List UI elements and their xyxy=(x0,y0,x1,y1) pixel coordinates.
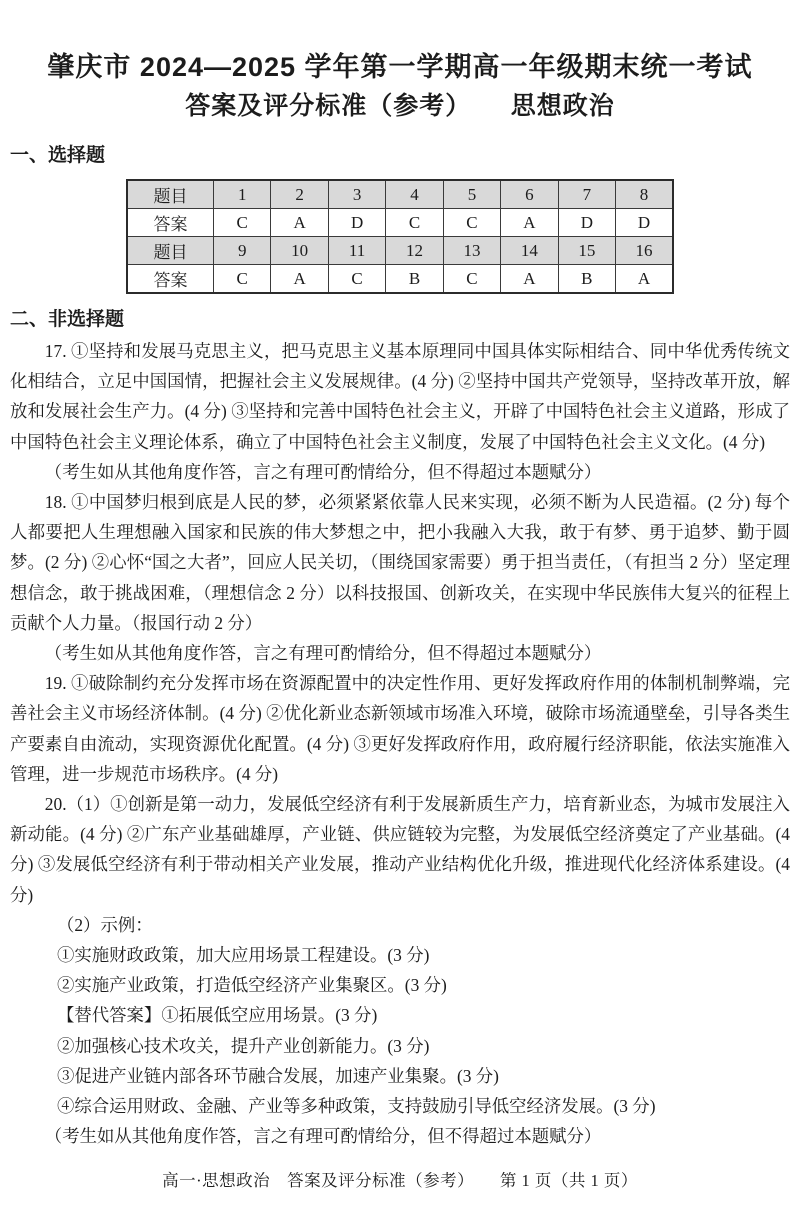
answer-paragraph: 18. ①中国梦归根到底是人民的梦，必须紧紧依靠人民来实现，必须不断为人民造福。(2 分) 每个人都要把人生理想融入国家和民族的伟大梦想之中，把小我融入大我，敢于有梦、勇于追梦、勤于圆梦。(2 分) ②心怀“国之大者”，回应人民关切，（围绕国家需要）勇于担当责任，（有担当 2 分）坚定理想信念，敢于挑战困难，（理想信念 2 分）以科技报国、创新攻关，在实现中华民族伟大复兴的征程上贡献个人力量。（报国行动 2 分） xyxy=(10,492,790,633)
answer-paragraph: ②加强核心技术攻关，提升产业创新能力。(3 分) xyxy=(56,1035,430,1056)
answer-letter-cell: A xyxy=(271,265,328,294)
answer-letter-cell: C xyxy=(443,265,500,294)
answer-letter-cell: D xyxy=(328,209,385,237)
answer-letter-cell: C xyxy=(443,209,500,237)
answer-letter-cell: C xyxy=(328,265,385,294)
answer-paragraph: （考生如从其他角度作答，言之有理可酌情给分，但不得超过本题赋分） xyxy=(44,461,602,482)
question-number-cell: 8 xyxy=(616,180,673,209)
answer-letter-cell: C xyxy=(214,265,271,294)
answer-paragraph: 【替代答案】①拓展低空应用场景。(3 分) xyxy=(56,1005,378,1026)
answer-letter-cell: B xyxy=(558,265,615,294)
row-label-cell: 题目 xyxy=(127,237,214,265)
document-title-line2: 答案及评分标准（参考） 思想政治 xyxy=(185,92,615,120)
question-number-cell: 9 xyxy=(214,237,271,265)
answer-letter-cell: A xyxy=(501,209,558,237)
document-title-line1: 肇庆市 2024—2025 学年第一学期高一年级期末统一考试 xyxy=(47,52,753,82)
section-choice-heading: 一、选择题 xyxy=(10,145,106,166)
answer-letter-cell: B xyxy=(386,265,443,294)
question-number-cell: 3 xyxy=(328,180,385,209)
question-number-cell: 6 xyxy=(501,180,558,209)
answer-paragraph: 19. ①破除制约充分发挥市场在资源配置中的决定性作用、更好发挥政府作用的体制机制弊端，完善社会主义市场经济体制。(4 分) ②优化新业态新领域市场准入环境，破除市场流通壁垒，引导各类生产要素自由流动，实现资源优化配置。(4 分) ③更好发挥政府作用，政府履行经济职能，依法实施准入管理，进一步规范市场秩序。(4 分) xyxy=(10,673,790,784)
question-number-cell: 11 xyxy=(328,237,385,265)
question-number-cell: 12 xyxy=(386,237,443,265)
section-free-response-heading: 二、非选择题 xyxy=(10,309,125,330)
question-number-cell: 7 xyxy=(558,180,615,209)
answer-paragraph: ②实施产业政策，打造低空经济产业集聚区。(3 分) xyxy=(56,975,447,996)
question-number-cell: 13 xyxy=(443,237,500,265)
row-label-cell: 答案 xyxy=(127,265,214,294)
answer-letter-cell: A xyxy=(616,265,673,294)
answer-letter-cell: C xyxy=(214,209,271,237)
answer-letter-cell: A xyxy=(501,265,558,294)
free-response-answers xyxy=(0,336,800,1151)
table-row xyxy=(127,237,673,265)
answer-paragraph: ③促进产业链内部各环节融合发展，加速产业集聚。(3 分) xyxy=(56,1065,499,1086)
table-row xyxy=(127,209,673,237)
row-label-cell: 题目 xyxy=(127,180,214,209)
answer-letter-cell: C xyxy=(386,209,443,237)
question-number-cell: 5 xyxy=(443,180,500,209)
question-number-cell: 4 xyxy=(386,180,443,209)
question-number-cell: 15 xyxy=(558,237,615,265)
answer-paragraph: （考生如从其他角度作答，言之有理可酌情给分，但不得超过本题赋分） xyxy=(44,1126,602,1147)
answer-paragraph: 17. ①坚持和发展马克思主义，把马克思主义基本原理同中国具体实际相结合、同中华优秀传统文化相结合，立足中国国情，把握社会主义发展规律。(4 分) ②坚持中国共产党领导，坚持改革开放，解放和发展社会生产力。(4 分) ③坚持和完善中国特色社会主义，开辟了中国特色社会主义道路，形成了中国特色社会主义理论体系，确立了中国特色社会主义制度，发展了中国特色社会主义文化。(4 分) xyxy=(10,341,790,452)
row-label-cell: 答案 xyxy=(127,209,214,237)
answer-key-table xyxy=(126,179,674,294)
question-number-cell: 14 xyxy=(501,237,558,265)
question-number-cell: 1 xyxy=(214,180,271,209)
answer-paragraph: 20.（1）①创新是第一动力，发展低空经济有利于发展新质生产力，培育新业态，为城市发展注入新动能。(4 分) ②广东产业基础雄厚，产业链、供应链较为完整，为发展低空经济奠定了产业基础。(4 分) ③发展低空经济有利于带动相关产业发展，推动产业结构优化升级，推进现代化经济体系建设。(4 分) xyxy=(10,794,790,905)
answer-paragraph: ①实施财政政策，加大应用场景工程建设。(3 分) xyxy=(56,945,430,966)
answer-paragraph: ④综合运用财政、金融、产业等多种政策，支持鼓励引导低空经济发展。(3 分) xyxy=(56,1096,656,1117)
question-number-cell: 16 xyxy=(616,237,673,265)
answer-letter-cell: D xyxy=(616,209,673,237)
answer-table-body xyxy=(127,180,673,293)
table-row xyxy=(127,265,673,294)
answer-letter-cell: A xyxy=(271,209,328,237)
answer-paragraph: （考生如从其他角度作答，言之有理可酌情给分，但不得超过本题赋分） xyxy=(44,643,602,664)
question-number-cell: 10 xyxy=(271,237,328,265)
table-row xyxy=(127,180,673,209)
answer-paragraph: （2）示例： xyxy=(56,914,153,935)
page-footer: 高一·思想政治 答案及评分标准（参考） 第 1 页（共 1 页） xyxy=(162,1171,638,1190)
answer-letter-cell: D xyxy=(558,209,615,237)
question-number-cell: 2 xyxy=(271,180,328,209)
